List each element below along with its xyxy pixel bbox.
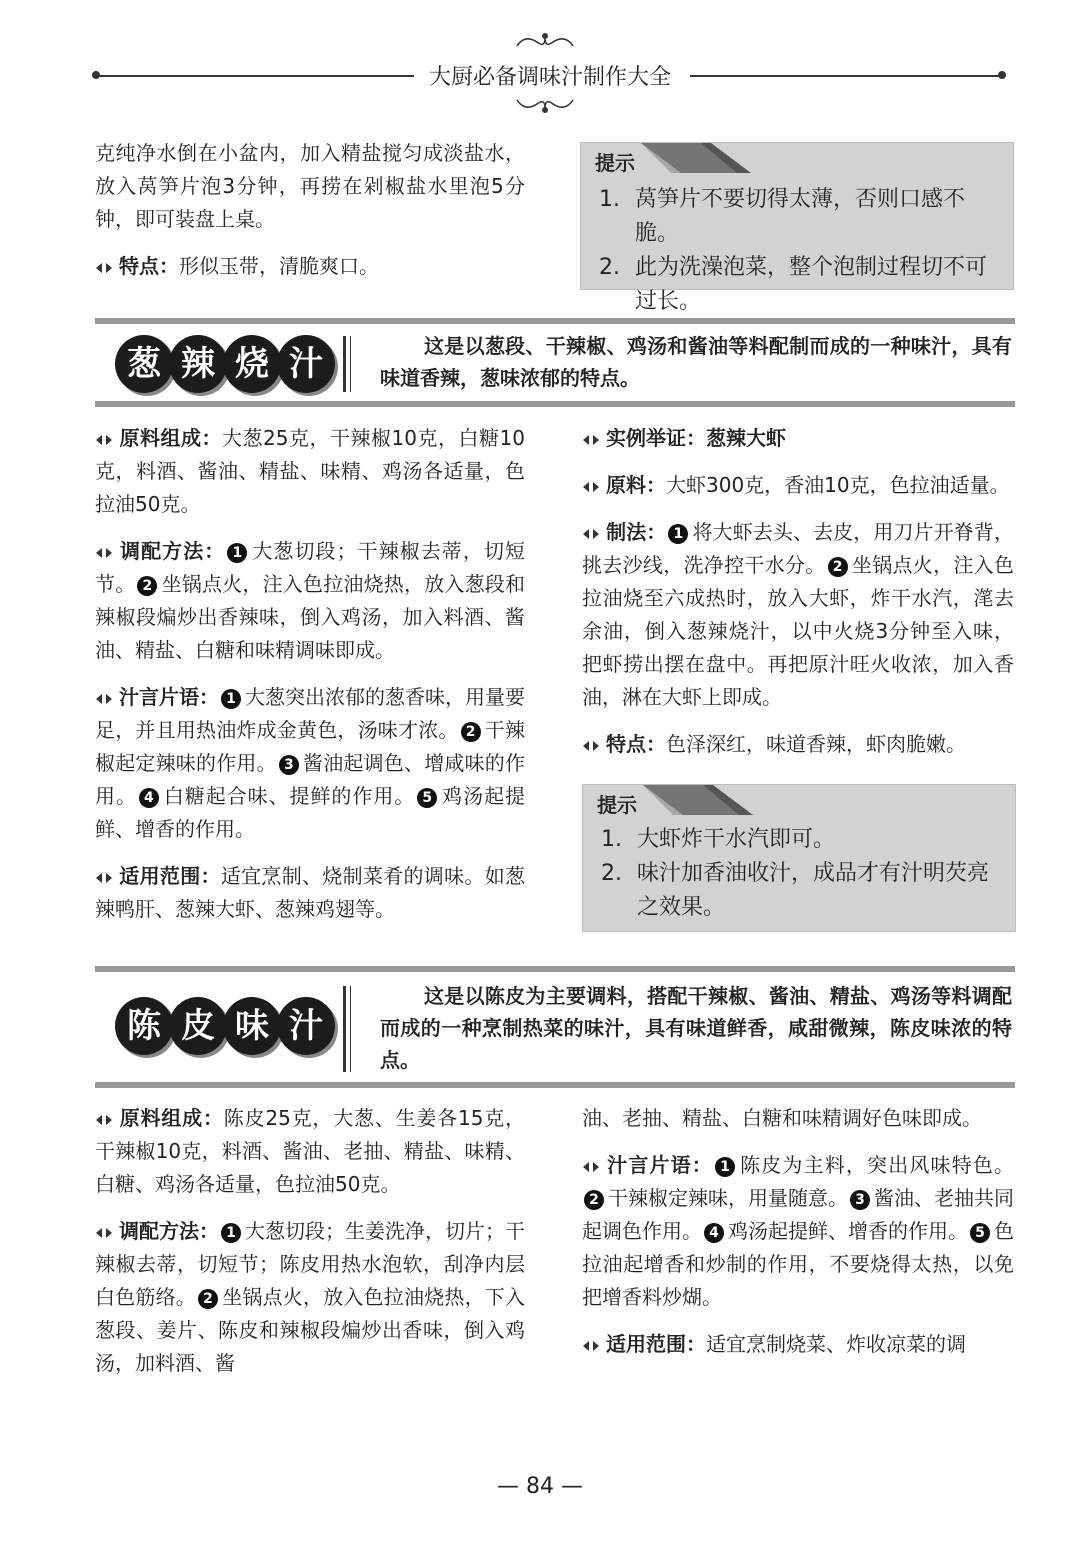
method-paragraph xyxy=(95,1215,525,1380)
usage-label: 适用范围： xyxy=(119,864,221,888)
feature-text: 色泽深红，味道香辣，虾肉脆嫩。 xyxy=(666,732,966,756)
tip-text: 此为洗澡泡菜，整个泡制过程切不可过长。 xyxy=(635,255,988,314)
badge-char: 味 xyxy=(226,1000,278,1052)
usage-label: 适用范围： xyxy=(606,1332,706,1356)
step-number-badge: 5 xyxy=(970,1223,990,1243)
step-number-badge: 4 xyxy=(139,788,159,808)
section1-divider-2 xyxy=(350,336,351,392)
feature-label: 特点： xyxy=(119,254,179,278)
page-header xyxy=(0,0,1080,130)
example-paragraph xyxy=(582,422,1014,455)
step-text: 大葱突出浓郁的葱香味，用量要足，并且用热油炸成金黄色，汤味才浓。 xyxy=(95,685,525,742)
step-number-badge: 1 xyxy=(668,524,688,544)
section1-left-column xyxy=(95,422,525,926)
tip-item xyxy=(599,251,999,319)
step-text: 大葱切段；生姜洗净，切片；干辣椒去蒂，切短节；陈皮用热水泡软，刮净内层白色筋络。 xyxy=(95,1219,525,1309)
tip-list xyxy=(599,183,999,319)
step-text: 白糖起合味、提鲜的作用。 xyxy=(162,784,416,808)
step-text: 坐锅点火，放入色拉油烧热，下入葱段、姜片、陈皮和辣椒段煸炒出香味，倒入鸡汤，加料酒、酱 xyxy=(95,1285,525,1375)
step-number-badge: 2 xyxy=(137,576,157,596)
step-number-badge: 2 xyxy=(584,1190,604,1210)
step-number-badge: 2 xyxy=(198,1289,218,1309)
badge-char: 陈 xyxy=(118,1000,170,1052)
raw-materials-text: 大虾300克，香油10克，色拉油适量。 xyxy=(666,473,1010,497)
section1-title-badge xyxy=(118,338,332,390)
section1-top-rule xyxy=(95,318,1015,324)
bullet-diamond-icon xyxy=(95,434,113,446)
step-text: 陈皮为主料，突出风味特色。 xyxy=(738,1153,1015,1177)
notes-paragraph xyxy=(582,1149,1014,1314)
bullet-diamond-icon xyxy=(582,740,600,752)
section1-right-column xyxy=(582,422,1014,761)
section2-right-column xyxy=(582,1102,1014,1361)
feature-paragraph xyxy=(582,728,1014,761)
ingredients-text: 大葱25克，干辣椒10克，白糖10克，料酒、酱油、精盐、味精、鸡汤各适量，色拉油50克。 xyxy=(95,426,525,516)
ingredients-text: 陈皮25克，大葱、生姜各15克，干辣椒10克，料酒、酱油、老抽、精盐、味精、白糖、鸡汤各适量，色拉油50克。 xyxy=(95,1106,526,1196)
top-left-column xyxy=(95,137,525,283)
step-text: 酱油起调色、增咸味的作用。 xyxy=(95,751,526,808)
bullet-diamond-icon xyxy=(95,872,113,884)
tip-header-stripes xyxy=(641,143,751,173)
tip-box-top xyxy=(580,142,1014,314)
feature-paragraph xyxy=(95,250,525,283)
tip-item xyxy=(601,857,1001,925)
tip-text: 大虾炸干水汽即可。 xyxy=(637,827,836,852)
ingredients-label: 原料组成： xyxy=(119,1106,224,1130)
tip-item xyxy=(601,823,1001,857)
section2-intro: 这是以陈皮为主要调料，搭配干辣椒、酱油、精盐、鸡汤等料调配而成的一种烹制热菜的味汁，具有味道鲜香，咸甜微辣，陈皮味浓的特点。 xyxy=(380,984,1012,1072)
step-text: 将大虾去头、去皮，用刀片开脊背，挑去沙线，洗净控干水分。 xyxy=(582,520,1015,577)
bullet-diamond-icon xyxy=(95,1227,113,1239)
step-number-badge: 4 xyxy=(704,1223,724,1243)
step-text: 鸡汤起提鲜、增香的作用。 xyxy=(728,1219,968,1243)
step-number-badge: 1 xyxy=(221,1223,241,1243)
bottom-flourish-ornament xyxy=(515,94,575,116)
section2-title-badge xyxy=(118,1000,332,1052)
notes-paragraph xyxy=(95,681,525,846)
usage-text: 适宜烹制、烧制菜肴的调味。如葱辣鸭肝、葱辣大虾、葱辣鸡翅等。 xyxy=(95,864,526,921)
step-number-badge: 5 xyxy=(417,788,437,808)
bullet-diamond-icon xyxy=(582,1340,600,1352)
raw-materials-label: 原料： xyxy=(606,473,666,497)
tip-number: 2. xyxy=(599,255,620,280)
step-text: 干辣椒起定辣味的作用。 xyxy=(95,718,526,775)
method-continuation: 油、老抽、精盐、白糖和味精调好色味即成。 xyxy=(582,1106,982,1130)
ingredients-paragraph xyxy=(95,422,525,521)
raw-materials-paragraph xyxy=(582,469,1014,502)
section2-top-rule xyxy=(95,966,1015,972)
step-number-badge: 3 xyxy=(279,755,299,775)
tip-box-section1 xyxy=(582,784,1016,932)
example-dish-name: 葱辣大虾 xyxy=(706,426,786,450)
usage-paragraph xyxy=(582,1328,1014,1361)
badge-char: 葱 xyxy=(118,338,170,390)
bullet-diamond-icon xyxy=(582,1161,600,1173)
step-text: 色拉油起增香和炒制的作用，不要烧得太热，以免把增香料炒煳。 xyxy=(582,1219,1014,1309)
section1-intro: 这是以葱段、干辣椒、鸡汤和酱油等料配制而成的一种味汁，具有味道香辣，葱味浓郁的特点。 xyxy=(380,334,1012,390)
step-number-badge: 3 xyxy=(850,1190,870,1210)
method-label: 调配方法： xyxy=(119,1219,219,1243)
bullet-diamond-icon xyxy=(95,1114,113,1126)
method-label: 调配方法： xyxy=(119,539,226,563)
step-text: 鸡汤起提鲜、增香的作用。 xyxy=(95,784,526,841)
badge-char: 皮 xyxy=(172,1000,224,1052)
step-text: 酱油、老抽共同起调色作用。 xyxy=(582,1186,1014,1243)
section2-left-column xyxy=(95,1102,525,1380)
ingredients-paragraph xyxy=(95,1102,525,1201)
tip-heading: 提示 xyxy=(597,793,637,817)
section2-bottom-rule xyxy=(95,1082,1015,1088)
page-number: — 84 — xyxy=(497,1474,583,1499)
section1-bottom-rule xyxy=(95,401,1015,407)
ingredients-label: 原料组成： xyxy=(119,426,223,450)
feature-text: 形似玉带，清脆爽口。 xyxy=(179,254,379,278)
preparation-paragraph xyxy=(582,516,1014,714)
tip-list xyxy=(601,823,1001,925)
tip-text: 味汁加香油收汁，成品才有汁明芡亮之效果。 xyxy=(637,861,990,920)
badge-char: 辣 xyxy=(172,338,224,390)
badge-char: 汁 xyxy=(280,1000,332,1052)
continuation-paragraph: 克纯净水倒在小盆内，加入精盐搅匀成淡盐水，放入莴笋片泡3分钟，再捞在剁椒盐水里泡5分钟，即可装盘上桌。 xyxy=(95,141,525,231)
tip-number: 1. xyxy=(601,827,622,852)
bullet-diamond-icon xyxy=(582,481,600,493)
top-flourish-ornament xyxy=(515,30,575,52)
bullet-diamond-icon xyxy=(95,262,113,274)
bullet-diamond-icon xyxy=(582,528,600,540)
step-text: 坐锅点火，注入色拉油烧热，放入葱段和辣椒段煸炒出香辣味，倒入鸡汤，加入料酒、酱油、精盐、白糖和味精调味即成。 xyxy=(95,572,526,662)
header-rule-right-dot xyxy=(998,71,1006,79)
tip-number: 1. xyxy=(599,187,620,212)
step-number-badge: 2 xyxy=(828,557,848,577)
tip-heading: 提示 xyxy=(595,151,635,175)
preparation-label: 制法： xyxy=(606,520,667,544)
header-rule-left xyxy=(96,75,414,77)
usage-text: 适宜烹制烧菜、炸收凉菜的调 xyxy=(706,1332,966,1356)
step-number-badge: 2 xyxy=(461,722,481,742)
feature-label: 特点： xyxy=(606,732,666,756)
tip-text: 莴笋片不要切得太薄，否则口感不脆。 xyxy=(635,187,966,246)
header-rule-right xyxy=(690,75,1002,77)
notes-label: 汁言片语： xyxy=(606,1153,713,1177)
step-number-badge: 1 xyxy=(221,689,241,709)
step-text: 大葱切段；干辣椒去蒂，切短节。 xyxy=(95,539,526,596)
example-label: 实例举证： xyxy=(606,426,706,450)
step-text: 干辣椒定辣味，用量随意。 xyxy=(608,1186,848,1210)
bullet-diamond-icon xyxy=(95,547,113,559)
badge-char: 烧 xyxy=(226,338,278,390)
notes-label: 汁言片语： xyxy=(119,685,219,709)
method-paragraph xyxy=(95,535,525,667)
bullet-diamond-icon xyxy=(95,693,113,705)
step-text: 坐锅点火，注入色拉油烧至六成热时，放入大虾，炸干水汽，滗去余油，倒入葱辣烧汁，以中火烧3分钟至入味，把虾捞出摆在盘中。再把原汁旺火收浓，加入香油，淋在大虾上即成。 xyxy=(582,553,1015,709)
tip-item xyxy=(599,183,999,251)
bullet-diamond-icon xyxy=(582,434,600,446)
step-number-badge: 1 xyxy=(715,1157,735,1177)
usage-paragraph xyxy=(95,860,525,926)
running-header-title: 大厨必备调味汁制作大全 xyxy=(428,65,671,90)
badge-char: 汁 xyxy=(280,338,332,390)
tip-header-stripes xyxy=(643,785,753,815)
section1-divider xyxy=(343,336,346,392)
step-number-badge: 1 xyxy=(227,543,247,563)
section2-divider-2 xyxy=(350,986,351,1072)
section2-divider xyxy=(343,986,346,1072)
tip-number: 2. xyxy=(601,861,622,886)
